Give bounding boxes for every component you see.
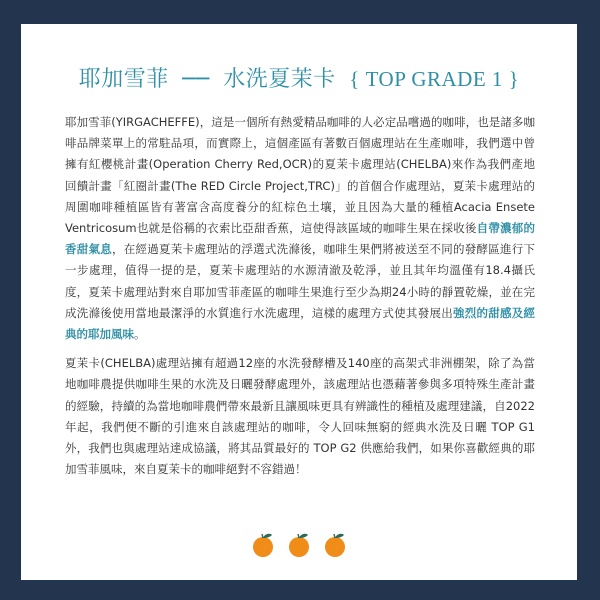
- content-card: [21, 24, 577, 580]
- title-dash: ──: [182, 67, 210, 92]
- title-region: 耶加雪菲: [78, 67, 169, 92]
- paragraph-1-text-c: 。: [134, 327, 146, 342]
- title-station: 水洗夏茉卡: [223, 67, 336, 92]
- title-grade: { TOP GRADE 1 }: [349, 67, 520, 91]
- orange-icon: [322, 532, 348, 558]
- orange-icon: [286, 532, 312, 558]
- paragraph-2: 夏茉卡(CHELBA)處理站擁有超過12座的水洗發酵槽及140座的高架式非洲棚架，除了為當地咖啡農提供咖啡生果的水洗及日曬發酵處理外，該處理站也憑藉著參與多項特殊生產計畫的經驗，持續的為當地咖啡農們帶來最新且讓風味更具有辨識性的種植及處理建議，自2022年起，我們便不斷的引進來自該處理站的咖啡，令人回味無窮的經典水洗及日曬 TOP G1 外，我們也與處理站達成協議，將其品質最好的 TOP G2 供應給我們，如果你喜歡經典的耶加雪菲風味，來自夏茉卡的咖啡絕對不容錯過！: [65, 356, 535, 477]
- page-title: [21, 62, 577, 93]
- orange-icon: [250, 532, 276, 558]
- paragraph-1: [65, 112, 535, 345]
- paragraph-1-text-a: 耶加雪菲(YIRGACHEFFE)，這是一個所有熱愛精品咖啡的人必定品嚐過的咖啡，也是諸多咖啡品牌菜單上的常駐品項，而實際上，這個產區有著數百個處理站在生產咖啡，我們選中曾擁有紅櫻桃計畫(Operation Cherry Red,OCR)的夏茉卡處理站(CHELBA)來作為我們產地回饋計畫「紅圈計畫(The RED Circle Project,TRC)」的首個合作處理站，夏茉卡處理站的周圍咖啡種植區皆有著富含高度養分的紅棕色土壤，並且因為大量的種植Acacia Ensete Ventricosum也就是俗稱的衣索比亞甜香蕉，這使得該區域的咖啡生果在採收後: [65, 115, 535, 236]
- orange-decoration: [21, 532, 577, 558]
- paragraph-1-text-b: ，在經過夏茉卡處理站的浮選式洗滌後，咖啡生果們將被送至不同的發酵區進行下一步處理，值得一提的是，夏茉卡處理站的水源清澈及乾淨，並且其年均溫僅有18.4攝氏度，夏茉卡處理站對來自耶加雪菲產區的咖啡生果進行至少為期24小時的靜置乾燥，並在完成洗滌後使用當地最潔淨的水質進行水洗處理，這樣的處理方式使其發展出: [65, 242, 536, 320]
- highlight-sweet-aroma: 自帶濃郁的香甜氣息: [65, 221, 536, 257]
- highlight-classic-flavor: 強烈的甜感及經典的耶加風味: [65, 305, 536, 342]
- description-body: [65, 112, 535, 480]
